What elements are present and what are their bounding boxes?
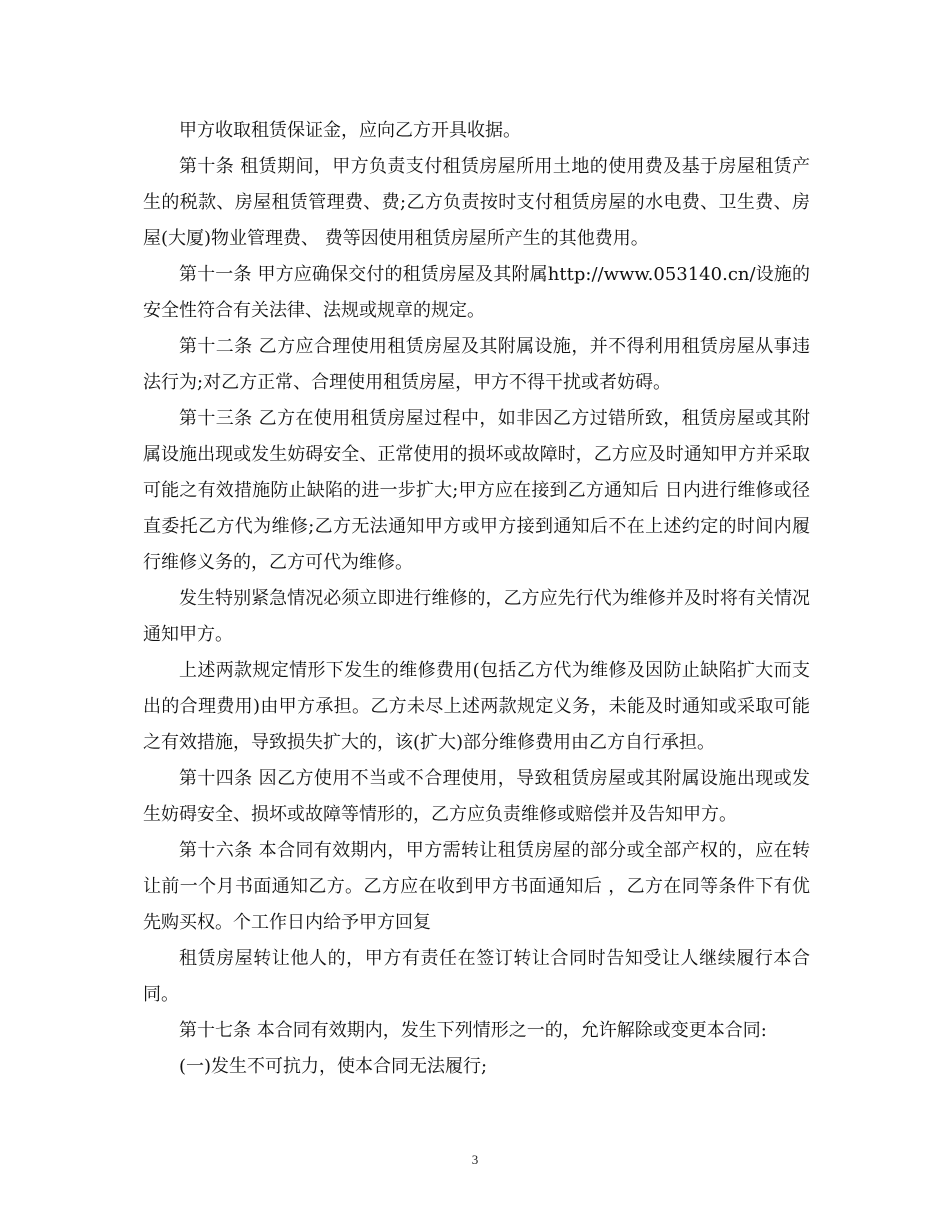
document-body: [143, 113, 810, 1085]
paragraph: 第十二条 乙方应合理使用租赁房屋及其附属设施，并不得利用租赁房屋从事违法行为;对乙方正常、合理使用租赁房屋，甲方不得干扰或者妨碍。: [143, 336, 810, 393]
paragraph: 上述两款规定情形下发生的维修费用(包括乙方代为维修及因防止缺陷扩大而支出的合理费用)由甲方承担。乙方未尽上述两款规定义务，未能及时通知或采取可能之有效措施，导致损失扩大的，该(扩大)部分维修费用由乙方自行承担。: [143, 660, 810, 753]
paragraph: 发生特别紧急情况必须立即进行维修的，乙方应先行代为维修并及时将有关情况通知甲方。: [143, 588, 810, 645]
paragraph: 第十七条 本合同有效期内，发生下列情形之一的，允许解除或变更本合同:: [179, 1020, 767, 1041]
paragraph: 第十一条 甲方应确保交付的租赁房屋及其附属http://www.053140.cn/设施的安全性符合有关法律、法规或规章的规定。: [143, 264, 810, 321]
paragraph: 第十条 租赁期间，甲方负责支付租赁房屋所用土地的使用费及基于房屋租赁产生的税款、房屋租赁管理费、费;乙方负责按时支付租赁房屋的水电费、卫生费、房屋(大厦)物业管理费、 费等因使用租赁房屋所产生的其他费用。: [143, 156, 810, 249]
paragraph: 租赁房屋转让他人的，甲方有责任在签订转让合同时告知受让人继续履行本合同。: [143, 948, 810, 1005]
paragraph: 第十三条 乙方在使用租赁房屋过程中，如非因乙方过错所致，租赁房屋或其附属设施出现或发生妨碍安全、正常使用的损坏或故障时，乙方应及时通知甲方并采取可能之有效措施防止缺陷的进一步扩大;甲方应在接到乙方通知后 日内进行维修或径直委托乙方代为维修;乙方无法通知甲方或甲方接到通知后不在上述约定的时间内履行维修义务的，乙方可代为维修。: [143, 408, 810, 573]
page-number: 3: [471, 1152, 479, 1167]
paragraph: 第十六条 本合同有效期内，甲方需转让租赁房屋的部分或全部产权的，应在转让前一个月书面通知乙方。乙方应在收到甲方书面通知后 ，乙方在同等条件下有优先购买权。个工作日内给予甲方回复: [143, 840, 810, 933]
paragraph: 甲方收取租赁保证金，应向乙方开具收据。: [179, 120, 521, 141]
paragraph: 第十四条 因乙方使用不当或不合理使用，导致租赁房屋或其附属设施出现或发生妨碍安全、损坏或故障等情形的，乙方应负责维修或赔偿并及告知甲方。: [143, 768, 810, 825]
paragraph: (一)发生不可抗力，使本合同无法履行;: [179, 1056, 488, 1077]
